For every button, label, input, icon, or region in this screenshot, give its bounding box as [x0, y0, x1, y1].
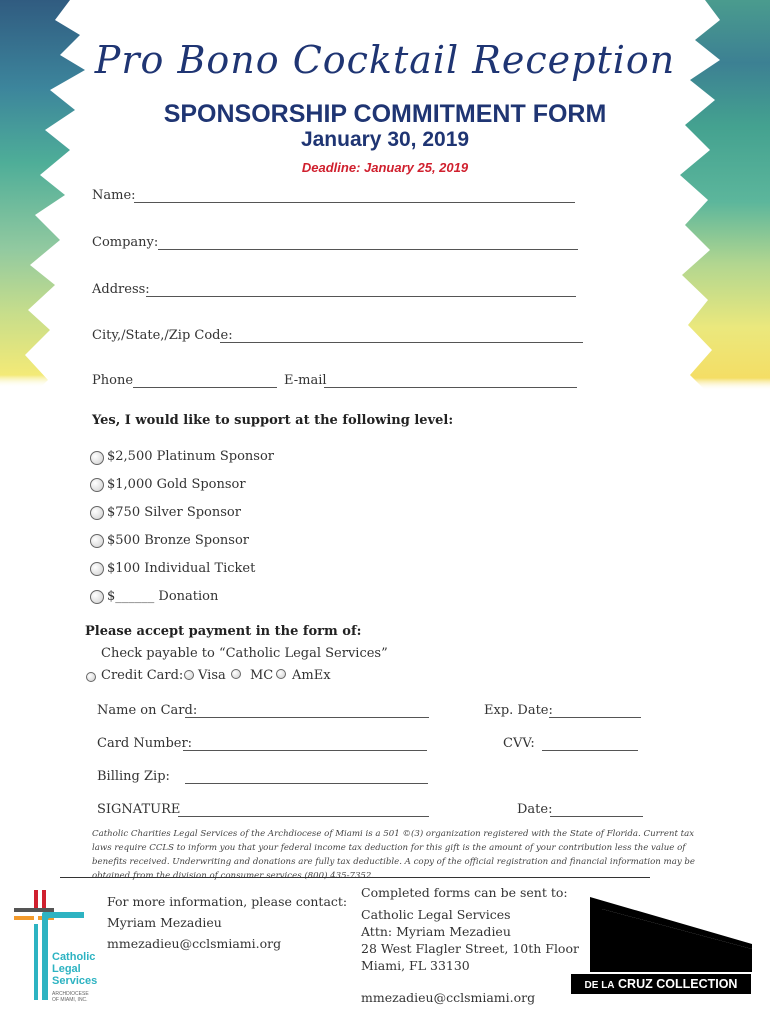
collection-name — [571, 974, 751, 994]
radio-individual-ticket[interactable] — [90, 562, 104, 576]
radio-platinum[interactable] — [90, 451, 104, 465]
address-field[interactable] — [146, 296, 576, 297]
city-state-zip-field[interactable] — [220, 342, 583, 343]
address-label: Address: — [92, 282, 150, 297]
send-to-org: Catholic Legal Services — [361, 907, 511, 922]
billing-zip-field[interactable] — [185, 783, 428, 784]
logo-subtext-archdiocese: ARCHDIOCESE — [52, 991, 89, 997]
option-bronze: $500 Bronze Sponsor — [107, 533, 249, 548]
radio-gold[interactable] — [90, 478, 104, 492]
option-gold: $1,000 Gold Sponsor — [107, 477, 246, 492]
exp-date-label: Exp. Date: — [484, 703, 553, 718]
billing-zip-label: Billing Zip: — [97, 769, 170, 784]
card-number-label: Card Number: — [97, 736, 193, 751]
phone-label: Phone — [92, 373, 134, 388]
contact-email[interactable]: mmezadieu@cclsmiami.org — [107, 936, 282, 951]
credit-card-label: Credit Card: — [101, 668, 184, 683]
option-donation: $______ Donation — [107, 589, 219, 604]
support-heading: Yes, I would like to support at the following level: — [92, 413, 454, 428]
deadline: Deadline: January 25, 2019 — [301, 160, 469, 175]
send-to-intro: Completed forms can be sent to: — [361, 885, 568, 900]
logo-text-catholic: Catholic — [52, 951, 96, 963]
phone-field[interactable] — [133, 387, 277, 388]
amex-label: AmEx — [292, 668, 331, 683]
payment-heading: Please accept payment in the form of: — [85, 624, 362, 639]
option-platinum: $2,500 Platinum Sponsor — [107, 449, 275, 464]
email-label: E-mail — [284, 373, 327, 388]
cvv-label: CVV: — [503, 736, 535, 751]
radio-credit-card[interactable] — [86, 672, 96, 682]
cvv-field[interactable] — [542, 750, 638, 751]
mc-label: MC — [250, 668, 274, 683]
name-on-card-field[interactable] — [185, 717, 429, 718]
option-silver: $750 Silver Sponsor — [107, 505, 241, 520]
radio-bronze[interactable] — [90, 534, 104, 548]
collection-logo-icon — [590, 897, 752, 972]
tax-disclaimer: Catholic Charities Legal Services of the Archdiocese of Miami is a 501 ©(3) organization registered with the State of Florida. Current tax laws require CCLS to inform you that your federal income tax deduction for this gift is the amount of your contribution less the value of benefits received. Underwriting and donations are fully tax deductible. A copy of the official registration and financial information may be obtained from the division of consumer services (800) 435-7352. — [92, 829, 696, 881]
card-number-field[interactable] — [183, 750, 427, 751]
company-label: Company: — [92, 235, 159, 250]
radio-mc[interactable] — [231, 669, 241, 679]
option-individual-ticket: $100 Individual Ticket — [107, 561, 256, 576]
radio-donation[interactable] — [90, 590, 104, 604]
logo-subtext-miami: OF MIAMI, INC. — [52, 997, 88, 1003]
signature-field[interactable] — [178, 816, 429, 817]
collection-prefix: DE LA — [584, 980, 615, 991]
radio-visa[interactable] — [184, 670, 194, 680]
contact-name: Myriam Mezadieu — [107, 915, 222, 930]
visa-label: Visa — [198, 668, 226, 683]
signature-label: SIGNATURE — [97, 802, 181, 817]
send-to-street: 28 West Flagler Street, 10th Floor — [361, 941, 579, 956]
exp-date-field[interactable] — [549, 717, 641, 718]
collection-title: CRUZ COLLECTION — [618, 977, 738, 991]
check-payable-text: Check payable to “Catholic Legal Services” — [101, 646, 388, 661]
event-date: January 30, 2019 — [300, 128, 470, 151]
contact-intro: For more information, please contact: — [107, 894, 348, 909]
name-field[interactable] — [134, 202, 575, 203]
date-field[interactable] — [550, 816, 643, 817]
radio-silver[interactable] — [90, 506, 104, 520]
send-to-attn: Attn: Myriam Mezadieu — [361, 924, 511, 939]
name-on-card-label: Name on Card: — [97, 703, 198, 718]
event-title: Pro Bono Cocktail Reception — [94, 38, 676, 82]
company-field[interactable] — [158, 249, 578, 250]
divider — [60, 877, 650, 878]
date-label: Date: — [517, 802, 553, 817]
send-to-city: Miami, FL 33130 — [361, 958, 470, 973]
email-field[interactable] — [324, 387, 577, 388]
send-to-email[interactable]: mmezadieu@cclsmiami.org — [361, 990, 536, 1005]
logo-text-services: Services — [52, 975, 98, 987]
form-title: SPONSORSHIP COMMITMENT FORM — [163, 100, 607, 128]
radio-amex[interactable] — [276, 669, 286, 679]
logo-text-legal: Legal — [52, 963, 81, 975]
city-state-zip-label: City,/State,/Zip Code: — [92, 328, 233, 343]
name-label: Name: — [92, 188, 136, 203]
